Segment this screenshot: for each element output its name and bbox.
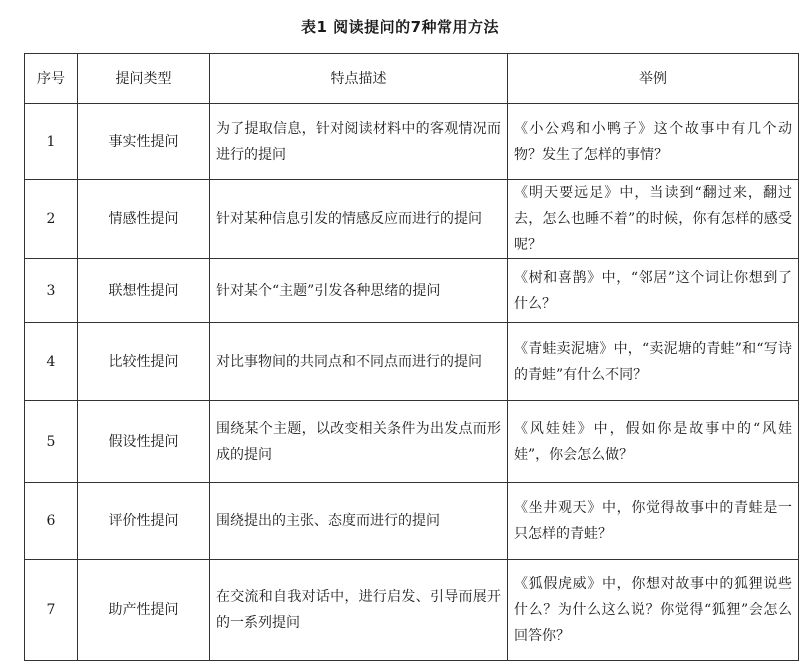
row-type: 情感性提问 bbox=[78, 180, 210, 259]
header-type: 提问类型 bbox=[78, 54, 210, 104]
table-row bbox=[25, 259, 799, 323]
header-description: 特点描述 bbox=[210, 54, 508, 104]
row-type: 联想性提问 bbox=[78, 259, 210, 323]
row-description: 为了提取信息，针对阅读材料中的客观情况而进行的提问 bbox=[210, 104, 508, 180]
row-type: 评价性提问 bbox=[78, 483, 210, 560]
table-row bbox=[25, 180, 799, 259]
row-description: 围绕提出的主张、态度而进行的提问 bbox=[210, 483, 508, 560]
row-description: 针对某种信息引发的情感反应而进行的提问 bbox=[210, 180, 508, 259]
table-row bbox=[25, 560, 799, 661]
row-type: 假设性提问 bbox=[78, 401, 210, 483]
row-index: 6 bbox=[25, 483, 78, 560]
row-example: 《小公鸡和小鸭子》这个故事中有几个动物？发生了怎样的事情？ bbox=[508, 104, 799, 180]
row-index: 5 bbox=[25, 401, 78, 483]
header-example: 举例 bbox=[508, 54, 799, 104]
row-example: 《坐井观天》中，你觉得故事中的青蛙是一只怎样的青蛙？ bbox=[508, 483, 799, 560]
row-example: 《狐假虎威》中，你想对故事中的狐狸说些什么？为什么这么说？你觉得“狐狸”会怎么回答你？ bbox=[508, 560, 799, 661]
row-type: 事实性提问 bbox=[78, 104, 210, 180]
row-example: 《风娃娃》中，假如你是故事中的“风娃娃”，你会怎么做？ bbox=[508, 401, 799, 483]
row-description: 在交流和自我对话中，进行启发、引导而展开的一系列提问 bbox=[210, 560, 508, 661]
table-row bbox=[25, 323, 799, 401]
row-example: 《明天要远足》中，当读到“翻过来，翻过去，怎么也睡不着”的时候，你有怎样的感受呢？ bbox=[508, 180, 799, 259]
row-description: 对比事物间的共同点和不同点而进行的提问 bbox=[210, 323, 508, 401]
table-row bbox=[25, 401, 799, 483]
table-caption: 表1 阅读提问的7种常用方法 bbox=[300, 18, 500, 36]
row-example: 《树和喜鹊》中，“邻居”这个词让你想到了什么？ bbox=[508, 259, 799, 323]
table-row bbox=[25, 483, 799, 560]
row-index: 2 bbox=[25, 180, 78, 259]
row-description: 针对某个“主题”引发各种思绪的提问 bbox=[210, 259, 508, 323]
table-header-row bbox=[25, 54, 799, 104]
questioning-methods-table bbox=[24, 53, 799, 661]
row-index: 3 bbox=[25, 259, 78, 323]
row-example: 《青蛙卖泥塘》中，“卖泥塘的青蛙”和“写诗的青蛙”有什么不同？ bbox=[508, 323, 799, 401]
row-index: 7 bbox=[25, 560, 78, 661]
header-index: 序号 bbox=[25, 54, 78, 104]
row-type: 比较性提问 bbox=[78, 323, 210, 401]
table-row bbox=[25, 104, 799, 180]
row-type: 助产性提问 bbox=[78, 560, 210, 661]
row-description: 围绕某个主题，以改变相关条件为出发点而形成的提问 bbox=[210, 401, 508, 483]
row-index: 4 bbox=[25, 323, 78, 401]
row-index: 1 bbox=[25, 104, 78, 180]
